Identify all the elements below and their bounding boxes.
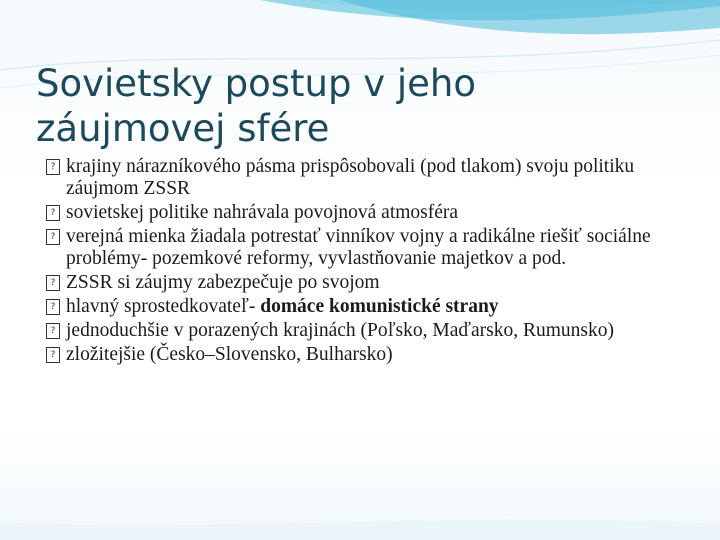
bullet-text: zložitejšie (Česko–Slovensko, Bulharsko) xyxy=(66,344,393,365)
missing-glyph-icon: ? xyxy=(46,229,60,245)
bullet-item xyxy=(46,202,696,224)
title-line-1: Sovietsky postup v jeho xyxy=(36,61,477,105)
bullet-bold-text: domáce komunistické strany xyxy=(260,296,499,317)
slide-title xyxy=(36,61,676,152)
missing-glyph-icon: ? xyxy=(46,159,60,175)
missing-glyph-icon: ? xyxy=(46,275,60,291)
bullet-text: ZSSR si záujmy zabezpečuje po svojom xyxy=(66,272,380,293)
bullet-list xyxy=(46,156,696,368)
missing-glyph-icon: ? xyxy=(46,299,60,315)
missing-glyph-icon: ? xyxy=(46,347,60,363)
bullet-text: krajiny nárazníkového pásma prispôsobovali (pod tlakom) svoju politiku záujmom ZSSR xyxy=(66,156,635,199)
bullet-item xyxy=(46,296,696,318)
bullet-item xyxy=(46,320,696,342)
missing-glyph-icon: ? xyxy=(46,323,60,339)
bullet-item xyxy=(46,156,696,200)
bullet-item xyxy=(46,344,696,366)
bullet-item xyxy=(46,226,696,270)
bullet-item xyxy=(46,272,696,294)
footer-decoration xyxy=(0,500,720,540)
bullet-text: hlavný sprostedkovateľ- xyxy=(66,296,261,317)
missing-glyph-icon: ? xyxy=(46,205,60,221)
title-line-2: záujmovej sfére xyxy=(36,107,330,151)
bullet-text: sovietskej politike nahrávala povojnová atmosféra xyxy=(66,202,459,223)
bullet-text: verejná mienka žiadala potrestať vinníkov vojny a radikálne riešiť sociálne problémy- pozemkové reformy, vyvlastňovanie majetkov a pod. xyxy=(66,226,651,269)
bullet-text: jednoduchšie v porazených krajinách (Poľsko, Maďarsko, Rumunsko) xyxy=(66,320,614,341)
